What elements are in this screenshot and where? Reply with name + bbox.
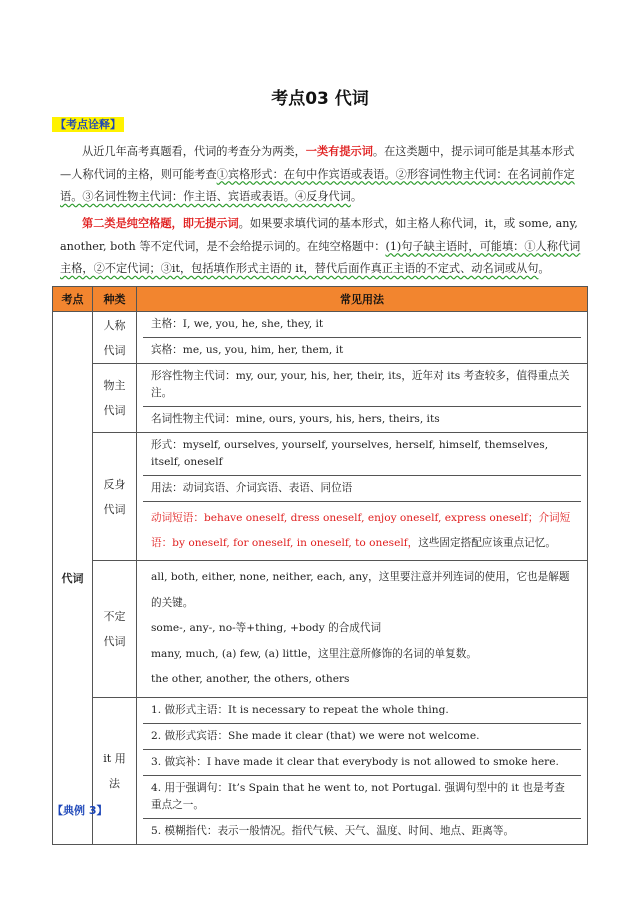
pronoun-table: [52, 286, 588, 845]
page-title: 考点03 代词: [271, 89, 369, 109]
usage-line: 2. 做形式宾语：She made it clear (that) we were not welcome.: [143, 724, 581, 750]
usage-line: 形容性物主代词：my, our, your, his, her, their, its，近年对 its 考查较多，值得重点关注。: [143, 364, 581, 407]
usage-line: 3. 做宾补：I have made it clear that everybody is not allowed to smoke here.: [143, 750, 581, 776]
usage-line: 宾格：me, us, you, him, her, them, it: [151, 344, 344, 356]
usage-line: 名词性物主代词：mine, ours, yours, his, hers, theirs, its: [151, 413, 440, 425]
section-tag: 【考点诠释】: [52, 116, 124, 132]
usage-line: many, much, (a) few, (a) little，这里注意所修饰的名词的单复数。: [151, 647, 477, 660]
usage-line: 主格：I, we, you, he, she, they, it: [143, 312, 581, 338]
usage-line: 1. 做形式主语：It is necessary to repeat the whole thing.: [143, 698, 581, 724]
usage-line: 形式：myself, ourselves, yourself, yourselves, herself, himself, themselves, itself, oneself: [143, 433, 581, 476]
table-row: [53, 433, 588, 561]
header-cell: 考点: [53, 287, 93, 312]
usage-block: [143, 561, 581, 697]
category-cell: 代词: [53, 312, 93, 845]
table-header-row: [53, 287, 588, 312]
header-cell: 种类: [93, 287, 137, 312]
usage-line: the other, another, the others, others: [151, 673, 350, 685]
usage-line: 5. 模糊指代：表示一般情况。指代气候、天气、温度、时间、地点、距离等。: [151, 824, 515, 837]
usage-line: all, both, either, none, neither, each, any，这里要注意并列连词的使用，它也是解题的关键。: [151, 571, 570, 609]
kind-cell: 人称代词: [93, 312, 137, 364]
table-row: [53, 697, 588, 844]
table-row: [53, 561, 588, 698]
table-row: [53, 364, 588, 433]
intro-paragraph-2: 第二类是纯空格题，即无提示词。如果要求填代词的基本形式，如主格人称代词，it，或 some, any, another, both 等不定代词，是不会给提示词的。在纯空格题中：(1)句子缺主语时，可能填：①人称代词主格，②不定代词；③it，包括填作形式主语的 it，替代后面作真正主语的不定式、动名词或从句。: [60, 216, 581, 275]
kind-cell: 反身代词: [93, 433, 137, 561]
usage-line: some-, any-, no-等+thing, +body 的合成代词: [151, 622, 382, 634]
usage-line: 4. 用于强调句：It’s Spain that he went to, not Portugal. 强调句型中的 it 也是考查重点之一。: [143, 776, 581, 819]
usage-line-phrases: 动词短语：behave oneself, dress oneself, enjoy oneself, express oneself；介词短语：by oneself, for oneself, in oneself, to oneself，这些固定搭配应该重点记忆。: [151, 512, 571, 549]
usage-line: 用法：动词宾语、介词宾语、表语、同位语: [143, 476, 581, 502]
table-row: [53, 312, 588, 364]
example-tag: 【典例 3】: [52, 804, 108, 817]
intro-paragraph-1: 从近几年高考真题看，代词的考查分为两类，一类有提示词。在这类题中，提示词可能是其基本形式—人称代词的主格，则可能考查①宾格形式：在句中作宾语或表语。②形容词性物主代词：在名词前作定语。③名词性物主代词：作主语、宾语或表语。④反身代词。: [60, 144, 575, 203]
header-cell: 常见用法: [137, 287, 588, 312]
kind-cell: 不定代词: [93, 561, 137, 698]
kind-cell: it 用法: [93, 697, 137, 844]
kind-cell: 物主代词: [93, 364, 137, 433]
